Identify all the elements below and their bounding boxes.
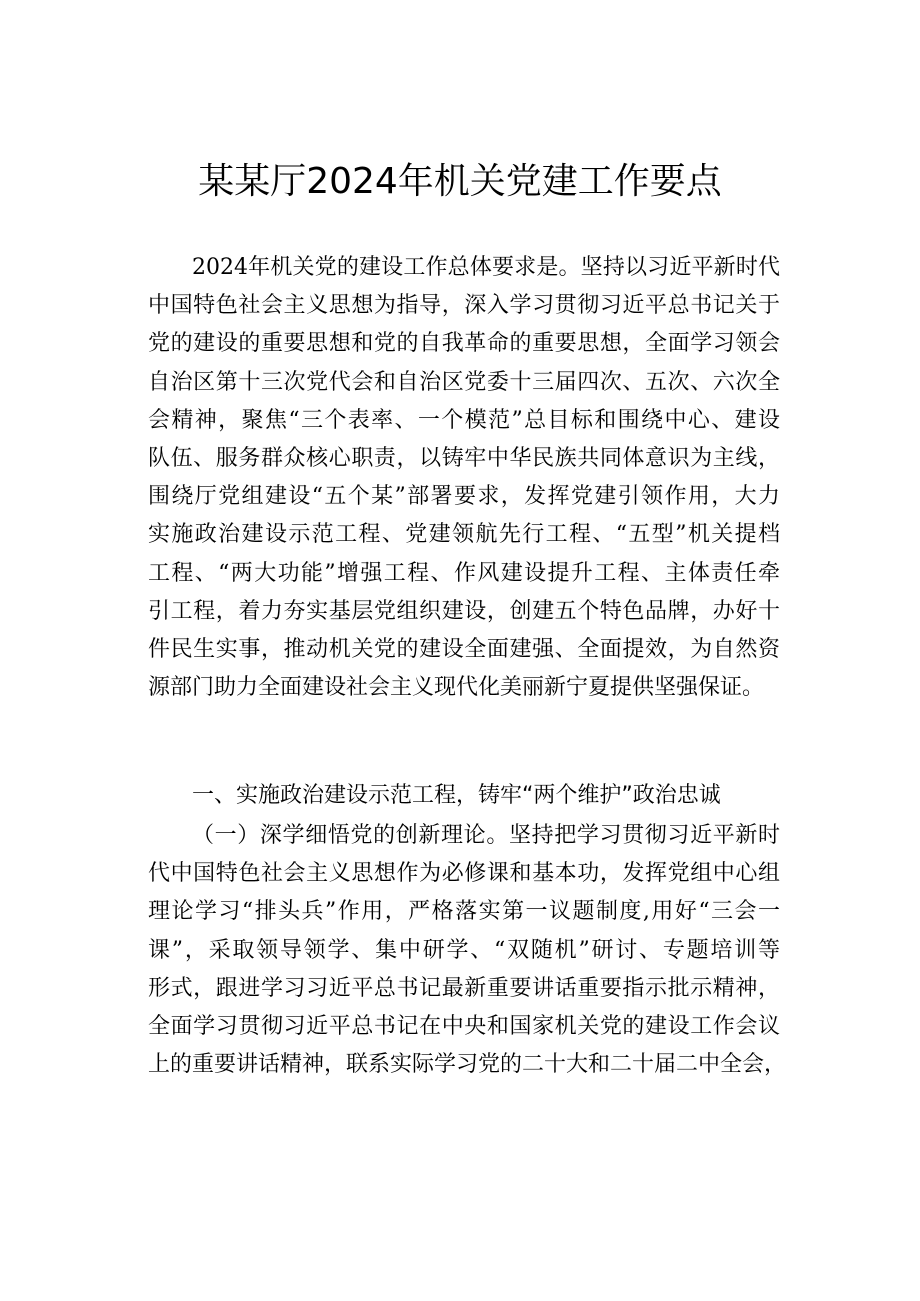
paragraph-line: 上的重要讲话精神，联系实际学习党的二十大和二十届二中全会， [148, 1052, 787, 1078]
intro-paragraph [148, 249, 780, 707]
paragraph-line: 源部门助力全面建设社会主义现代化美丽新宁夏提供坚强保证。 [148, 675, 765, 701]
paragraph-line: 党的建设的重要思想和党的自我革命的重要思想，全面学习领会 [148, 331, 780, 357]
document-title: 某某厅2024年机关党建工作要点 [198, 161, 722, 202]
paragraph-line: 围绕厅党组建设“五个某”部署要求，发挥党建引领作用，大力 [148, 484, 780, 510]
paragraph-line: 2024年机关党的建设工作总体要求是。坚持以习近平新时代 [192, 255, 780, 280]
paragraph-line: 工程、“两大功能”增强工程、作风建设提升工程、主体责任牵 [148, 560, 780, 586]
paragraph-line: （一）深学细悟党的创新理论。坚持把学习贯彻习近平新时 [192, 823, 780, 848]
paragraph-line: 件民生实事，推动机关党的建设全面建强、全面提效，为自然资 [148, 636, 780, 662]
paragraph-line: 代中国特色社会主义思想作为必修课和基本功，发挥党组中心组 [148, 861, 780, 887]
paragraph-line: 课”，采取领导领学、集中研学、“双随机”研讨、专题培训等 [148, 937, 780, 963]
paragraph-line: 会精神，聚焦“三个表率、一个模范”总目标和围绕中心、建设 [148, 407, 780, 433]
paragraph-line: 引工程，着力夯实基层党组织建设，创建五个特色品牌，办好十 [148, 598, 780, 624]
paragraph-line: 自治区第十三次党代会和自治区党委十三届四次、五次、六次全 [148, 369, 780, 395]
paragraph-line: 实施政治建设示范工程、党建领航先行工程、“五型”机关提档 [148, 522, 780, 548]
paragraph-line: 理论学习“排头兵”作用，严格落实第一议题制度,用好“三会一 [148, 899, 780, 925]
paragraph-line: 全面学习贯彻习近平总书记在中央和国家机关党的建设工作会议 [148, 1013, 780, 1039]
section1-paragraph [148, 817, 787, 1084]
paragraph-line: 形式，跟进学习习近平总书记最新重要讲话重要指示批示精神， [148, 975, 780, 1001]
paragraph-line: 中国特色社会主义思想为指导，深入学习贯彻习近平总书记关于 [148, 293, 780, 319]
paragraph-line: 队伍、服务群众核心职责，以铸牢中华民族共同体意识为主线， [148, 445, 780, 471]
section-heading: 一、实施政治建设示范工程，铸牢“两个维护”政治忠诚 [192, 783, 721, 808]
